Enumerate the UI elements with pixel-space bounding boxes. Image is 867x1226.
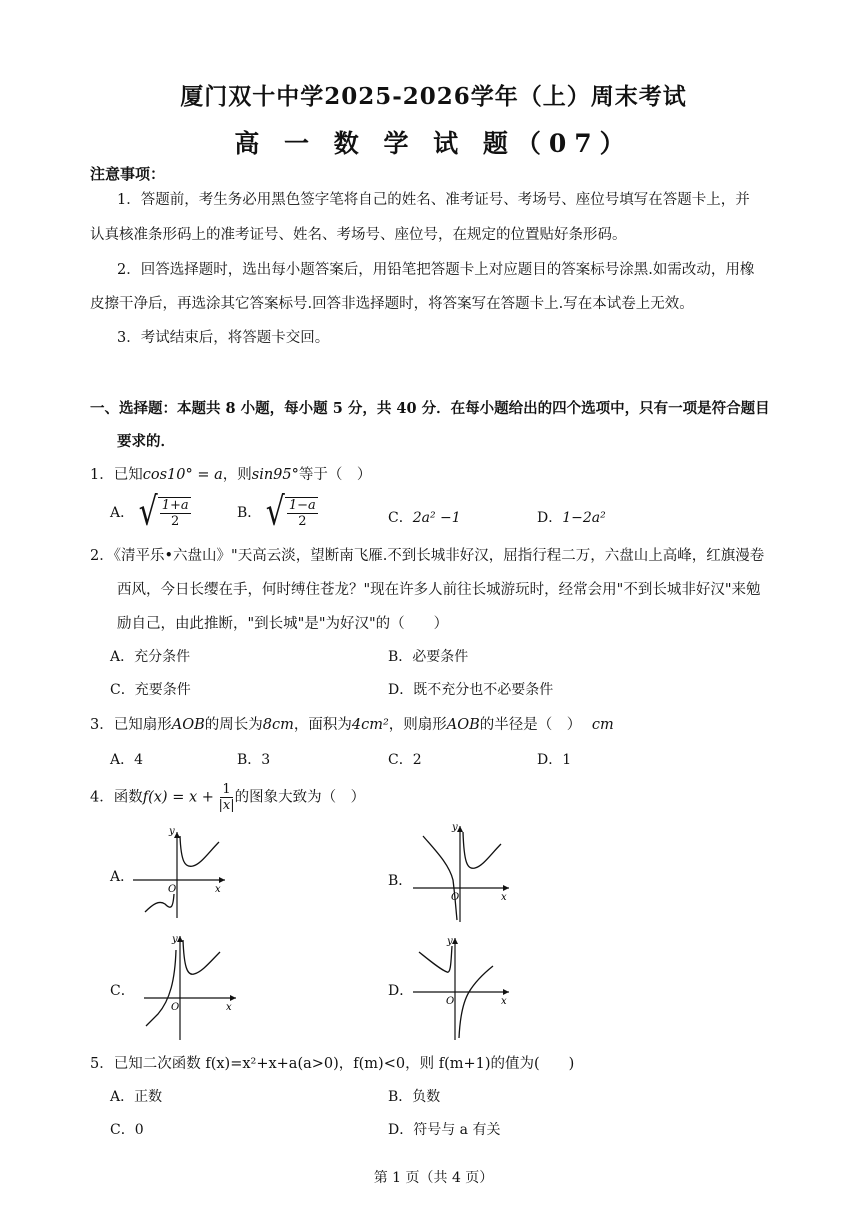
notes-item2-line1: 2．回答选择题时，选出每小题答案后，用铅笔把答题卡上对应题目的答案标号涂黑.如需改动，用橡 (117, 262, 755, 278)
question-4-stem (90, 782, 365, 813)
q1-b-den: 2 (298, 514, 307, 529)
q5-option-b: B．负数 (388, 1089, 441, 1105)
q1-b-label: B． (237, 505, 262, 521)
q1-stem-c: 等于（ ） (298, 467, 372, 483)
q4-d-axis-x: x (501, 996, 507, 1007)
question-3-stem (90, 713, 614, 734)
q4-graph-a (125, 822, 235, 922)
q3-perimeter: 8cm (262, 717, 294, 733)
q4-fx: f(x) = x + (142, 789, 214, 806)
q4-option-b-label: B． (388, 873, 413, 889)
q4-stem-a: 4．函数 (90, 789, 143, 806)
q5-option-a: A．正数 (110, 1089, 163, 1105)
q4-option-a-label: A． (110, 869, 135, 885)
q2-option-d: D．既不充分也不必要条件 (388, 682, 554, 698)
q4-a-axis-y: y (169, 826, 175, 837)
notes-item1-line2: 认真核准条形码上的准考证号、姓名、考场号、座位号，在规定的位置贴好条形码。 (90, 227, 627, 243)
q4-stem-b: 的图象大致为（ ） (234, 789, 366, 806)
q1-a-num: 1+a (161, 498, 189, 513)
q4-graph-b (405, 818, 515, 923)
q2-option-a: A．充分条件 (110, 649, 191, 665)
q1-c-label: C． (388, 510, 413, 526)
q4-option-d-label: D． (388, 983, 414, 999)
q1-option-b (237, 489, 318, 536)
q2-option-c: C．充要条件 (110, 682, 191, 698)
q2-option-b: B．必要条件 (388, 649, 469, 665)
q4-frac-den: |x| (218, 798, 235, 813)
q1-cos: cos10° = a (142, 467, 223, 483)
section1-heading-line2: 要求的． (117, 433, 175, 450)
q3-option-d: D．1 (537, 752, 572, 768)
q4-a-axis-x: x (215, 884, 221, 895)
q1-b-num: 1−a (288, 498, 316, 513)
notes-item1-line1: 1．答题前，考生务必用黑色签字笔将自己的姓名、准考证号、考场号、座位号填写在答题卡上，并 (117, 192, 750, 208)
q4-c-axis-x: x (226, 1002, 232, 1013)
section1-heading-line1: 一、选择题：本题共 8 小题，每小题 5 分，共 40 分．在每小题给出的四个选项中，只有一项是符合题目 (90, 400, 770, 417)
q5-option-d: D．符号与 a 有关 (388, 1122, 501, 1138)
q1-option-d (537, 507, 606, 527)
q4-b-axis-x: x (501, 892, 507, 903)
exam-subtitle: 高 一 数 学 试 题（07） (234, 129, 633, 158)
q4-option-c-label: C． (110, 983, 135, 999)
q4-b-axis-y: y (452, 822, 458, 833)
q4-b-origin: O (451, 892, 460, 903)
q4-graph-c (140, 930, 240, 1042)
q5-stem: 5．已知二次函数 f(x)=x²+x+a(a>0)，f(m)<0，则 f(m+1)的值为( ) (90, 1056, 575, 1072)
q4-graph-d (405, 932, 515, 1042)
q1-option-c (388, 507, 461, 527)
question-1-stem (90, 463, 371, 484)
q3-stem-a: 3．已知扇形 (90, 717, 172, 733)
q3-option-c: C．2 (388, 752, 422, 768)
q4-d-origin: O (446, 996, 455, 1007)
q2-line2: 西风，今日长缨在手，何时缚住苍龙？"现在许多人前往长城游玩时，经常会用"不到长城非好汉"来勉 (117, 582, 761, 598)
q4-d-axis-y: y (447, 936, 453, 947)
notes-heading: 注意事项： (90, 165, 166, 183)
q3-stem-d: ，则扇形 (388, 717, 447, 733)
q3-aob: AOB (171, 717, 205, 733)
q1-a-den: 2 (171, 514, 180, 529)
sqrt-icon: √ (138, 489, 158, 536)
q1-stem-b: ，则 (222, 467, 252, 483)
q2-line3: 励自己，由此推断，"到长城"是"为好汉"的（ ） (117, 616, 449, 632)
q1-stem-a: 1．已知 (90, 467, 143, 483)
q3-unit: cm (591, 717, 614, 733)
q1-option-a (110, 489, 191, 536)
q3-stem-e: 的半径是（ ） (479, 717, 582, 733)
q4-c-axis-y: y (172, 934, 178, 945)
q3-area: 4cm² (351, 717, 389, 733)
q4-c-origin: O (171, 1002, 180, 1013)
q3-option-b: B．3 (237, 752, 271, 768)
q2-line1: 2．《清平乐•六盘山》"天高云淡，望断南飞雁.不到长城非好汉，屈指行程二万，六盘山上高峰，红旗漫卷 (90, 548, 765, 564)
q1-d-label: D． (537, 510, 563, 526)
q5-option-c: C．0 (110, 1122, 144, 1138)
page-footer: 第 1 页（共 4 页） (373, 1170, 494, 1186)
notes-item2-line2: 皮擦干净后，再选涂其它答案标号.回答非选择题时，将答案写在答题卡上.写在本试卷上无效。 (90, 296, 694, 312)
q3-stem-c: ，面积为 (293, 717, 352, 733)
sqrt-icon: √ (265, 489, 285, 536)
exam-title: 厦门双十中学2025-2026学年（上）周末考试 (180, 83, 687, 110)
q3-aob2: AOB (446, 717, 480, 733)
q1-a-label: A． (110, 505, 135, 521)
q4-a-origin: O (168, 884, 177, 895)
q1-sin: sin95° (251, 467, 299, 483)
q1-d-text: 1−2a² (562, 510, 606, 526)
q1-c-text: 2a² −1 (412, 510, 461, 526)
q3-option-a: A．4 (110, 752, 144, 768)
q3-stem-b: 的周长为 (204, 717, 263, 733)
notes-item3: 3．考试结束后，将答题卡交回。 (117, 330, 330, 346)
q4-frac-num: 1 (222, 782, 231, 797)
